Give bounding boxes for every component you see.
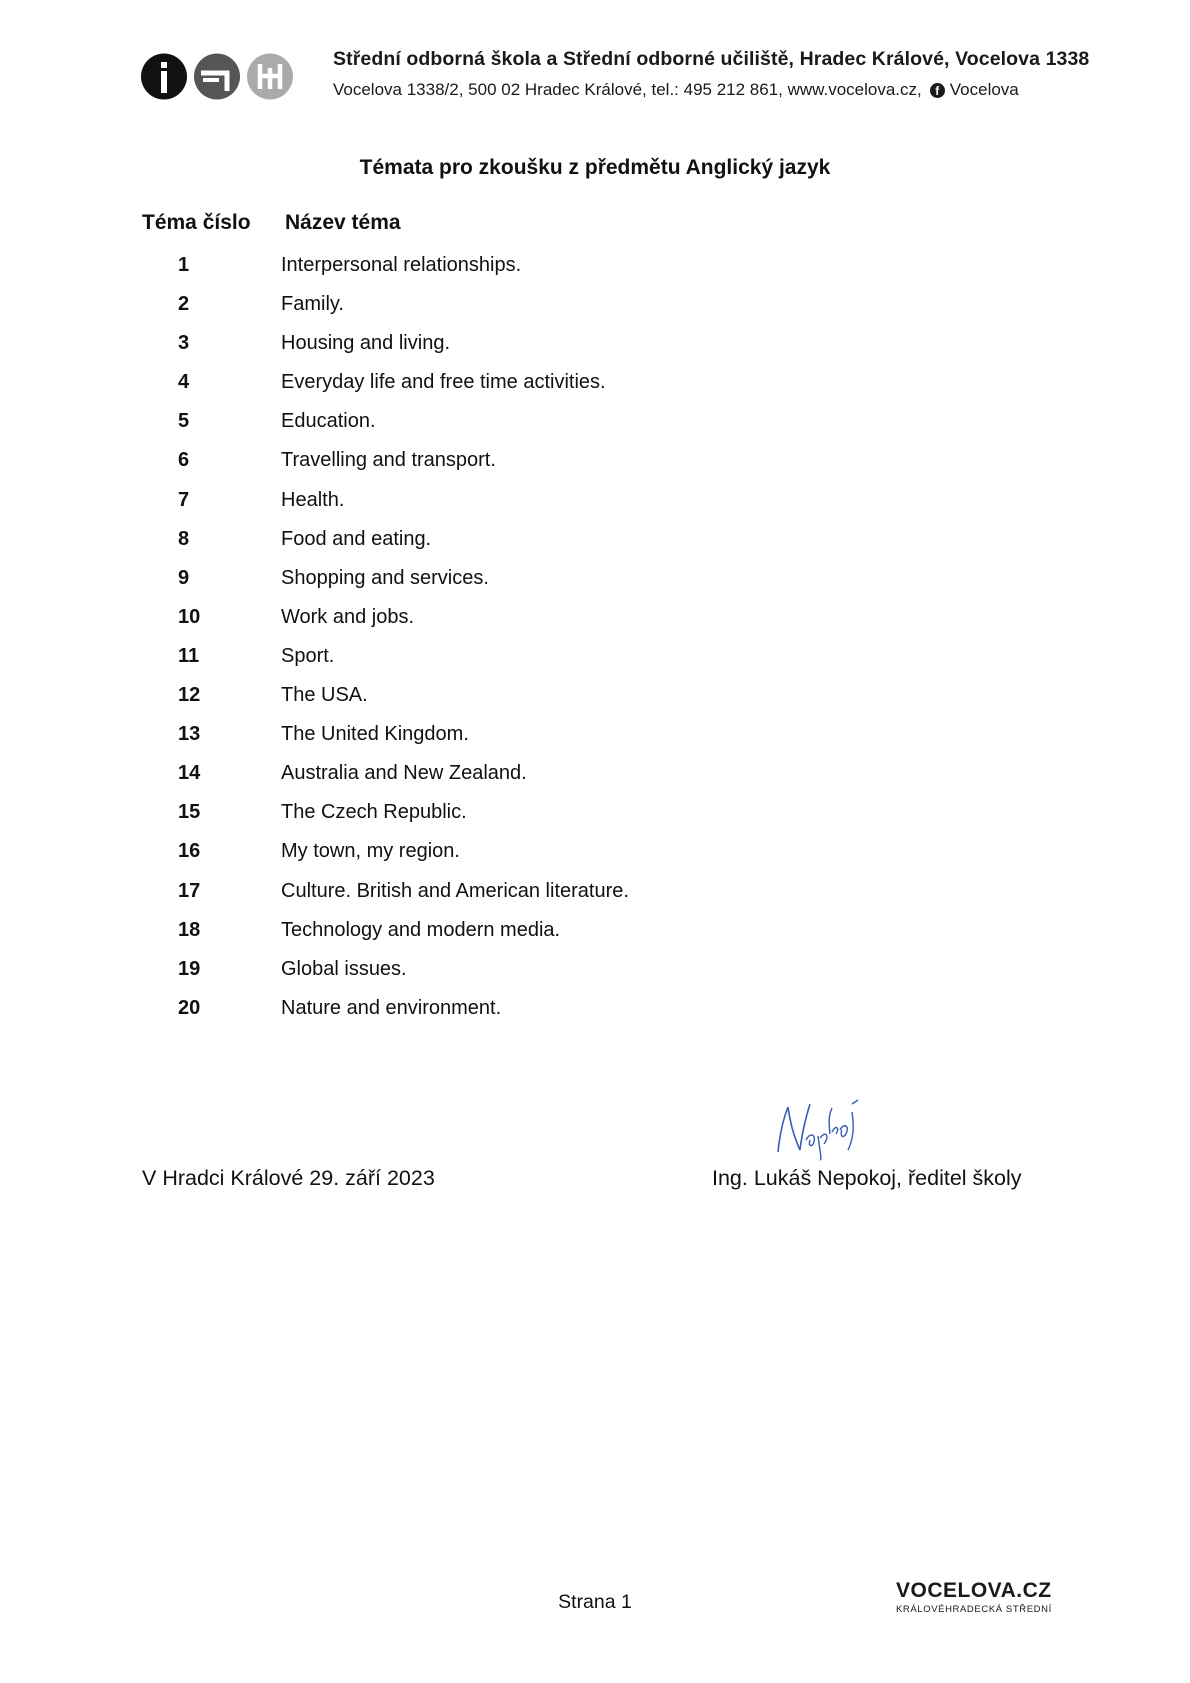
topic-row [0, 997, 1190, 1036]
signer-name: Ing. Lukáš Nepokoj, ředitel školy [712, 1166, 1022, 1190]
topic-name: Sport. [281, 644, 335, 667]
topic-number: 13 [178, 723, 201, 746]
topic-number: 11 [178, 644, 200, 667]
school-name: Střední odborná škola a Střední odborné učiliště, Hradec Králové, Vocelova 1338 [333, 48, 1090, 70]
topic-row [0, 332, 1190, 371]
topic-name: Interpersonal relationships. [281, 254, 522, 276]
topic-name: Education. [281, 410, 376, 433]
topic-number: 20 [178, 996, 201, 1019]
topic-number: 1 [178, 254, 190, 276]
topic-name: Housing and living. [281, 332, 450, 355]
topic-name: Australia and New Zealand. [281, 762, 527, 785]
topic-row [0, 762, 1190, 801]
topic-number: 7 [178, 488, 190, 511]
page-number: Strana 1 [558, 1591, 632, 1613]
topic-number: 14 [178, 762, 201, 785]
topic-number: 5 [178, 410, 190, 433]
topic-row [0, 528, 1190, 567]
facebook-icon: f [930, 83, 945, 98]
topic-row [0, 919, 1190, 958]
topic-name: Culture. British and American literature. [281, 879, 629, 902]
topic-name: The USA. [281, 684, 368, 707]
topic-name: Shopping and services. [281, 566, 489, 589]
topic-number: 10 [178, 605, 201, 628]
topic-number: 16 [178, 840, 201, 863]
footer-brand: VOCELOVA.CZ [896, 1579, 1052, 1602]
school-logo-icon [141, 53, 294, 100]
topic-number: 18 [178, 918, 201, 941]
topic-row [0, 567, 1190, 606]
topic-number: 6 [178, 449, 190, 472]
topic-row [0, 606, 1190, 645]
topic-row [0, 880, 1190, 919]
topic-row [0, 489, 1190, 528]
address-text: Vocelova 1338/2, 500 02 Hradec Králové, tel.: 495 212 861, www.vocelova.cz, [333, 80, 922, 99]
topic-row [0, 723, 1190, 762]
topic-name: Technology and modern media. [281, 918, 561, 941]
topic-number: 19 [178, 957, 201, 980]
topic-name: Health. [281, 488, 345, 511]
topic-number: 12 [178, 684, 201, 707]
topic-number: 15 [178, 801, 201, 824]
topic-number: 17 [178, 879, 201, 902]
topic-name: The Czech Republic. [281, 801, 467, 824]
topic-row [0, 645, 1190, 684]
topic-number: 3 [178, 332, 190, 355]
topic-number: 4 [178, 371, 190, 394]
topic-name: My town, my region. [281, 840, 460, 863]
topic-number: 8 [178, 527, 190, 550]
topic-name: Family. [281, 293, 344, 316]
topic-name: Nature and environment. [281, 996, 502, 1019]
handwritten-signature [770, 1092, 866, 1162]
topic-row [0, 254, 1190, 293]
topic-name: Food and eating. [281, 527, 432, 550]
place-and-date: V Hradci Králové 29. září 2023 [142, 1166, 435, 1190]
topic-list [0, 254, 1190, 1036]
topic-name: Travelling and transport. [281, 449, 496, 472]
topic-row [0, 449, 1190, 488]
document-title: Témata pro zkoušku z předmětu Anglický jazyk [359, 156, 831, 179]
footer-brand-sub: KRÁLOVÉHRADECKÁ STŘEDNÍ [896, 1604, 1052, 1615]
column-header-name: Název téma [285, 211, 401, 234]
topic-row [0, 840, 1190, 879]
topic-number: 2 [178, 293, 190, 316]
column-header-number: Téma číslo [142, 211, 251, 234]
school-address [333, 80, 1019, 100]
footer-logo [896, 1579, 1056, 1615]
facebook-label: Vocelova [949, 80, 1019, 99]
topic-name: Global issues. [281, 957, 407, 980]
topic-row [0, 958, 1190, 997]
topic-row [0, 684, 1190, 723]
topic-row [0, 801, 1190, 840]
topic-row [0, 371, 1190, 410]
topic-name: The United Kingdom. [281, 723, 469, 746]
topic-name: Everyday life and free time activities. [281, 371, 606, 394]
topic-row [0, 293, 1190, 332]
topic-row [0, 410, 1190, 449]
topic-number: 9 [178, 566, 190, 589]
topic-name: Work and jobs. [281, 605, 415, 628]
